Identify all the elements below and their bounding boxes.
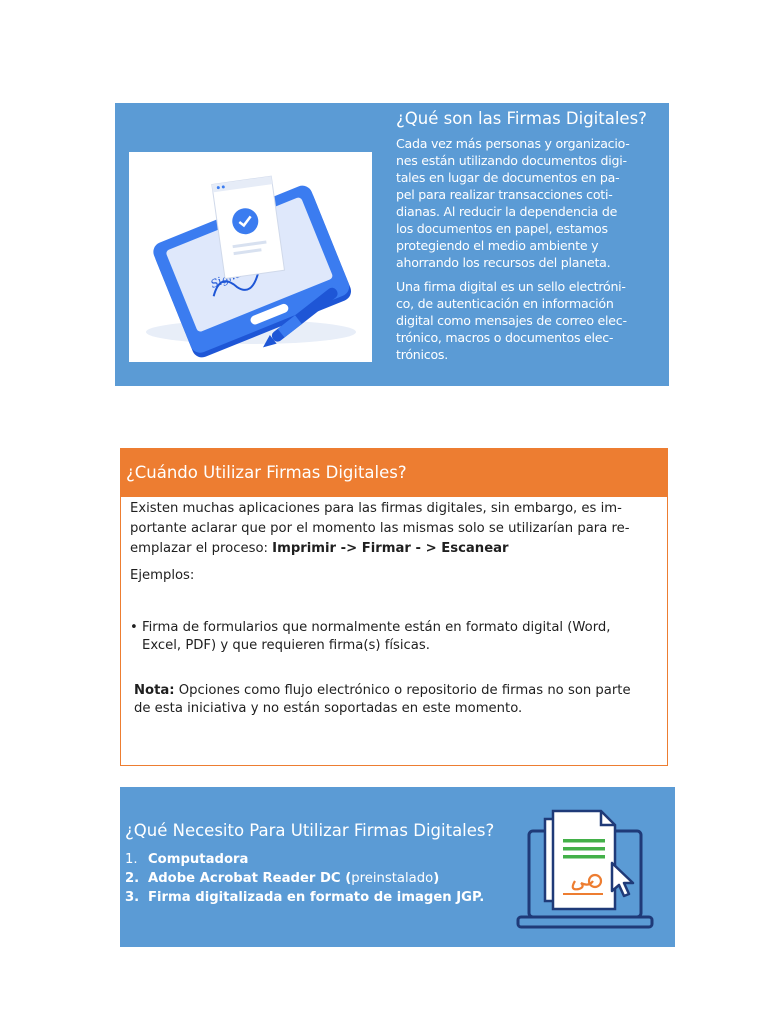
list-item: 2. Adobe Acrobat Reader DC (preinstalado) <box>125 871 440 886</box>
what-are-digital-signatures-panel <box>115 103 669 386</box>
section2-title: ¿Cuándo Utilizar Firmas Digitales? <box>121 449 667 497</box>
section1-paragraph-1: Cada vez más personas y organizacio- nes están utilizando documentos digi- tales en lugar de documentos en pa- pel para realizar transacciones coti- dianas. Al reducir la dependencia de los documentos en papel, estamos protegiendo el medio ambiente y ahorrando los recursos del planeta. <box>396 136 630 270</box>
examples-label: Ejemplos: <box>130 568 195 583</box>
section1-title: ¿Qué son las Firmas Digitales? <box>396 109 647 128</box>
laptop-document-illustration <box>515 801 655 936</box>
section2-intro: Existen muchas aplicaciones para las firmas digitales, sin embargo, es im- portante aclarar que por el momento las mismas solo se utilizarían para re- emplazar el proceso: Imprimir -> Firmar - > Escanear <box>130 501 630 556</box>
section1-paragraph-2: Una firma digital es un sello electróni- co, de autenticación en información digital como mensajes de correo elec- trónico, macros o documentos elec- trónicos. <box>396 279 627 362</box>
bullet-icon: • <box>130 620 138 635</box>
requirements-panel <box>120 787 675 947</box>
list-item: 1. Computadora <box>125 852 249 867</box>
tablet-signature-icon <box>129 152 372 362</box>
examples-list <box>130 619 659 655</box>
requirements-list <box>125 850 484 907</box>
note-label: Nota: <box>134 683 175 698</box>
laptop-signature-icon <box>515 801 655 936</box>
list-item: • Firma de formularios que normalmente están en formato digital (Word, Excel, PDF) y que requieren firma(s) físicas. <box>130 620 611 653</box>
list-item: 3. Firma digitalizada en formato de imagen JGP. <box>125 890 485 905</box>
when-to-use-panel <box>120 448 668 766</box>
note: Nota: Opciones como flujo electrónico o repositorio de firmas no son parte de esta iniciativa y no están soportadas en este momento. <box>134 683 631 716</box>
process-steps: Imprimir -> Firmar - > Escanear <box>272 541 509 556</box>
digital-signature-illustration <box>129 152 372 362</box>
section3-title: ¿Qué Necesito Para Utilizar Firmas Digitales? <box>125 821 495 840</box>
